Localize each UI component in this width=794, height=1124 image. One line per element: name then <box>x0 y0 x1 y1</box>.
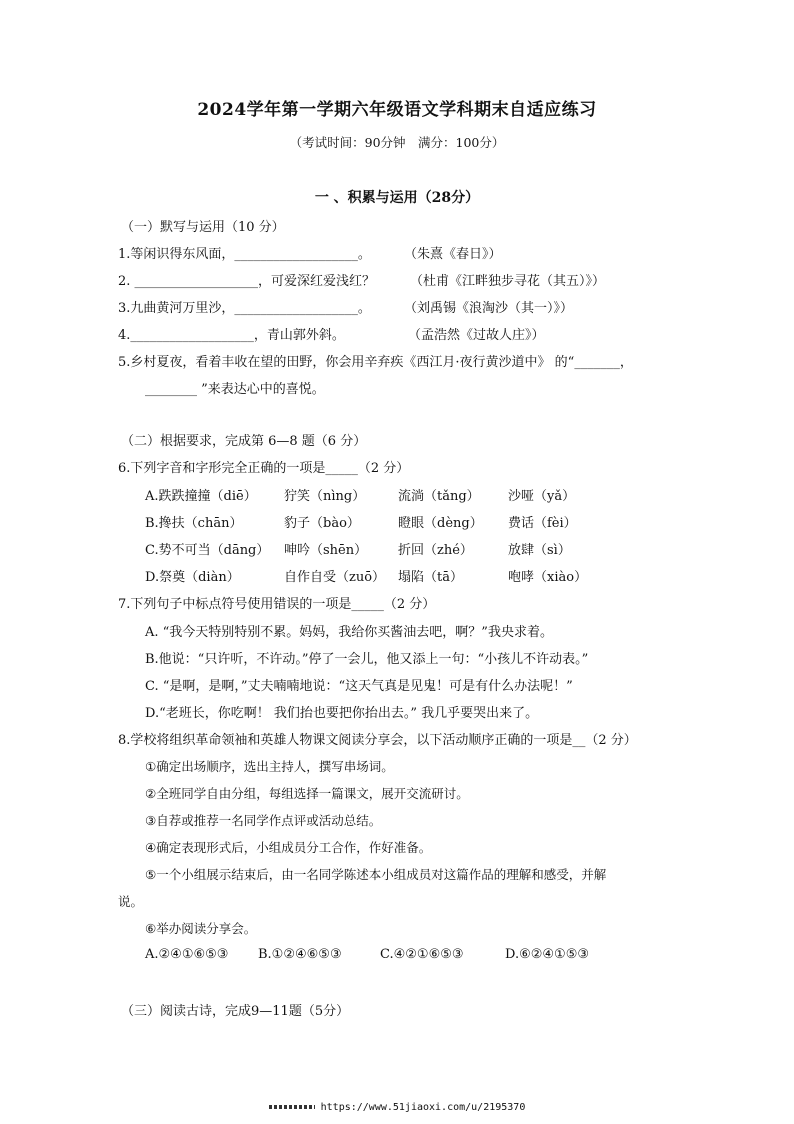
q8-step-6: ⑥举办阅读分享会。 <box>145 921 257 936</box>
question-2: 2. ___________________，可爱深红爱浅红？ <box>118 274 376 289</box>
question-6-stem: 6.下列字音和字形完全正确的一项是_____（2 分） <box>118 461 410 476</box>
q6-c-1: C.势不可当（dāng） <box>145 543 270 558</box>
q8-step-5: ⑤一个小组展示结束后，由一名同学陈述本小组成员对这篇作品的理解和感受，并解 <box>145 867 607 882</box>
q8-step-4: ④确定表现形式后，小组成员分工合作，作好准备。 <box>145 840 432 855</box>
question-7-stem: 7.下列句子中标点符号使用错误的一项是_____（2 分） <box>118 597 436 612</box>
part1-heading: （一）默写与运用（10 分） <box>121 220 285 235</box>
q7-option-a: A. “我今天特别特别不累。妈妈，我给你买酱油去吧，啊？”我央求着。 <box>145 625 553 640</box>
section-heading: 一 、积累与运用（28分） <box>314 190 480 206</box>
q6-d-4: 咆哮（xiào） <box>508 570 588 585</box>
q8-step-5-cont: 说。 <box>118 894 144 909</box>
part2-heading: （二）根据要求，完成第 6—8 题（6 分） <box>121 434 367 449</box>
question-5-line2: ________ ”来表达心中的喜悦。 <box>145 382 325 397</box>
footer-logo-icon <box>269 1105 315 1109</box>
q7-option-c: C. “是啊，是啊，”丈夫喃喃地说：“这天气真是见鬼！可是有什么办法呢！” <box>145 679 573 694</box>
q8-choice-b: B.①②④⑥⑤③ <box>258 947 342 962</box>
q6-a-4: 沙哑（yǎ） <box>508 489 576 504</box>
q8-choice-c: C.④②①⑥⑤③ <box>380 947 464 962</box>
page-title: 2024学年第一学期六年级语文学科期末自适应练习 <box>197 100 597 120</box>
part3-heading: （三）阅读古诗，完成9—11题（5分） <box>121 1004 350 1019</box>
q8-step-1: ①确定出场顺序，选出主持人，撰写串场词。 <box>145 759 394 774</box>
question-1: 1.等闲识得东风面，___________________。 <box>118 247 371 262</box>
question-5-line1: 5.乡村夏夜，看着丰收在望的田野，你会用辛弃疾《西江月·夜行黄沙道中》 的“_______， <box>118 355 633 370</box>
q8-step-3: ③自荐或推荐一名同学作点评或活动总结。 <box>145 813 382 828</box>
q6-a-2: 狞笑（nìng） <box>284 489 366 504</box>
q6-b-1: B.搀扶（chān） <box>145 516 243 531</box>
q6-d-1: D.祭奠（diàn） <box>145 570 240 585</box>
q6-b-4: 费话（fèi） <box>508 516 577 531</box>
question-2-source: （杜甫《江畔独步寻花（其五）》） <box>410 274 606 289</box>
q6-b-2: 豹子（bào） <box>284 516 360 531</box>
q6-b-3: 瞪眼（dèng） <box>398 516 483 531</box>
question-3-source: （刘禹锡《浪淘沙（其一）》） <box>404 301 574 316</box>
q6-a-3: 流淌（tǎng） <box>398 489 480 504</box>
q7-option-d: D.“老班长，你吃啊！ 我们抬也要把你抬出去。” 我几乎要哭出来了。 <box>145 706 539 721</box>
q7-option-b: B.他说：“只许听，不许动。”停了一会儿，他又添上一句：“小孩儿不许动表。” <box>145 652 589 667</box>
question-4-source: （孟浩然《过故人庄》） <box>408 328 545 343</box>
q6-a-1: A.跌跌撞撞（diē） <box>145 489 257 504</box>
exam-info: （考试时间：90分钟 满分：100分） <box>289 135 505 150</box>
q8-choice-a: A.②④①⑥⑤③ <box>145 947 229 962</box>
q6-d-3: 塌陷（tā） <box>398 570 463 585</box>
q6-c-4: 放肆（sì） <box>508 543 571 558</box>
q8-step-2: ②全班同学自由分组，每组选择一篇课文，展开交流研讨。 <box>145 786 469 801</box>
q6-c-3: 折回（zhé） <box>398 543 473 558</box>
q6-d-2: 自作自受（zuō） <box>284 570 386 585</box>
question-1-source: （朱熹《春日》） <box>404 247 502 262</box>
question-8-stem: 8.学校将组织革命领袖和英雄人物课文阅读分享会，以下活动顺序正确的一项是__（2 分） <box>118 733 637 748</box>
q8-choice-d: D.⑥②④①⑤③ <box>505 947 590 962</box>
question-3: 3.九曲黄河万里沙，___________________。 <box>118 301 371 316</box>
footer-watermark <box>0 1102 794 1113</box>
question-4: 4.___________________，青山郭外斜。 <box>118 328 345 343</box>
q6-c-2: 呻吟（shēn） <box>284 543 368 558</box>
footer-url: https://www.51jiaoxi.com/u/2195370 <box>320 1102 526 1113</box>
